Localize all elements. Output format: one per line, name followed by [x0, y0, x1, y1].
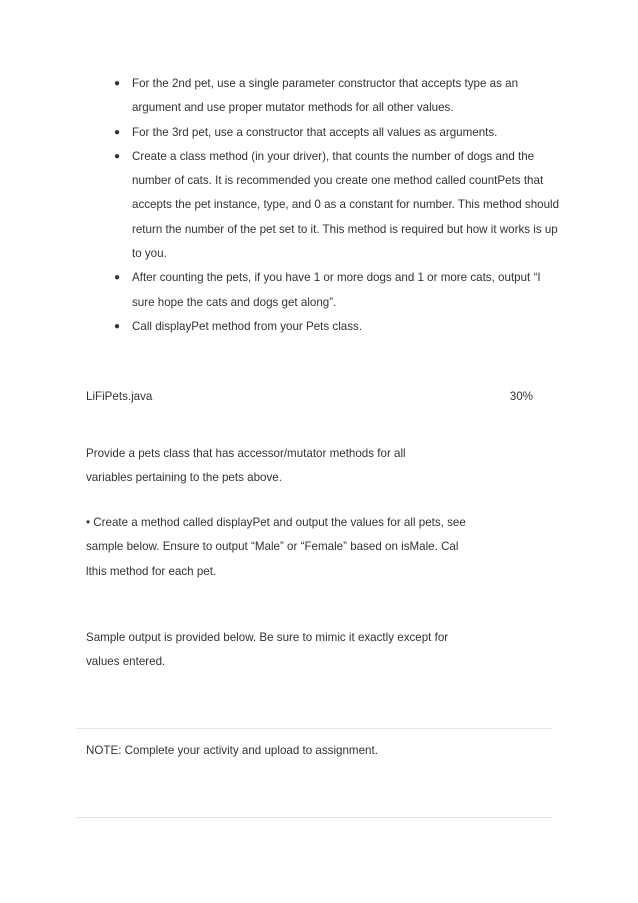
list-item-text: Call displayPet method from your Pets class.	[132, 319, 363, 333]
section-filename: LiFiPets.java	[86, 390, 153, 403]
bullet-icon: ●	[114, 150, 121, 162]
list-item	[0, 121, 564, 145]
bullet-icon: ●	[114, 126, 121, 138]
list-item-text: Create a class method (in your driver), that counts the number of dogs and the number of cats. It is recommended you create one method called countPets that accepts the pet instance, type, and 0 as a constant for number. This method should return the number of the pet set to it. This method is required but how it works is up to you.	[132, 149, 560, 261]
bullet-icon: ●	[114, 78, 121, 89]
display-paragraph: • Create a method called displayPet and output the values for all pets, see sample below. Ensure to output “Male” or “Female” based on isMale. Cal lthis method for each pet.	[86, 516, 466, 578]
divider	[76, 817, 552, 818]
accessor-paragraph: Provide a pets class that has accessor/mutator methods for all variables pertaining to the pets above.	[86, 447, 406, 485]
bullet-icon: ●	[114, 320, 121, 332]
list-item	[0, 266, 564, 315]
list-item	[0, 315, 564, 339]
requirements-list	[0, 72, 638, 339]
section-weight: 30%	[509, 390, 533, 403]
list-item	[0, 145, 564, 266]
bullet-icon: ●	[114, 272, 121, 284]
divider	[76, 728, 552, 729]
list-item-text: For the 2nd pet, use a single parameter constructor that accepts type as an argument and use proper mutator methods for all other values.	[132, 77, 519, 115]
list-item-text: After counting the pets, if you have 1 or more dogs and 1 or more cats, output “I sure hope the cats and dogs get along”.	[132, 271, 541, 309]
note-text: NOTE: Complete your activity and upload to assignment.	[86, 744, 378, 757]
list-item-text: For the 3rd pet, use a constructor that accepts all values as arguments.	[132, 125, 498, 139]
sample-paragraph: Sample output is provided below. Be sure to mimic it exactly except for values entered.	[86, 631, 449, 669]
list-item	[0, 72, 564, 121]
